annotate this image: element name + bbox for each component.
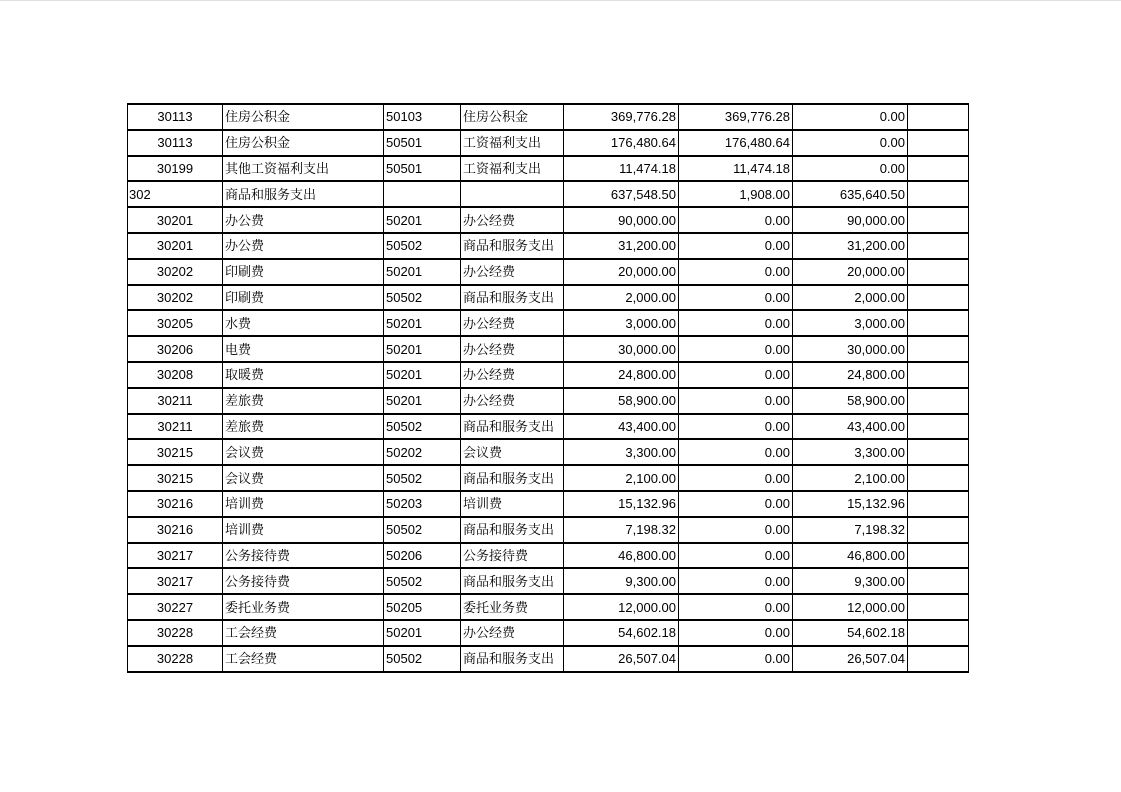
amount-total-cell: 2,000.00 [564, 285, 679, 311]
budget-subject-name-cell: 培训费 [223, 517, 384, 543]
amount-total-cell: 12,000.00 [564, 594, 679, 620]
budget-subject-name-cell: 电费 [223, 336, 384, 362]
budget-subject-code-cell: 302 [128, 181, 223, 207]
account-subject-name-cell: 办公经费 [461, 336, 564, 362]
amount-settled-cell: 0.00 [679, 259, 793, 285]
budget-subject-name-cell: 办公费 [223, 207, 384, 233]
budget-subject-name-cell: 公务接待费 [223, 568, 384, 594]
table-row [128, 517, 969, 543]
amount-settled-cell: 0.00 [679, 491, 793, 517]
amount-remaining-cell: 43,400.00 [793, 414, 908, 440]
account-subject-code-cell: 50502 [384, 285, 461, 311]
amount-total-cell: 31,200.00 [564, 233, 679, 259]
account-subject-name-cell: 商品和服务支出 [461, 233, 564, 259]
amount-settled-cell: 0.00 [679, 310, 793, 336]
budget-subject-name-cell: 水费 [223, 310, 384, 336]
budget-subject-code-cell: 30113 [128, 130, 223, 156]
amount-total-cell: 15,132.96 [564, 491, 679, 517]
budget-subject-name-cell: 印刷费 [223, 285, 384, 311]
account-subject-code-cell: 50103 [384, 104, 461, 130]
blank-cell [908, 233, 969, 259]
account-subject-name-cell: 商品和服务支出 [461, 646, 564, 672]
amount-settled-cell: 0.00 [679, 568, 793, 594]
amount-settled-cell: 369,776.28 [679, 104, 793, 130]
account-subject-code-cell: 50201 [384, 362, 461, 388]
account-subject-code-cell: 50205 [384, 594, 461, 620]
amount-total-cell: 11,474.18 [564, 156, 679, 182]
amount-settled-cell: 176,480.64 [679, 130, 793, 156]
amount-settled-cell: 0.00 [679, 336, 793, 362]
table-row [128, 156, 969, 182]
amount-remaining-cell: 2,100.00 [793, 465, 908, 491]
amount-remaining-cell: 0.00 [793, 130, 908, 156]
budget-subject-code-cell: 30211 [128, 388, 223, 414]
amount-remaining-cell: 31,200.00 [793, 233, 908, 259]
budget-subject-code-cell: 30216 [128, 491, 223, 517]
budget-subject-code-cell: 30199 [128, 156, 223, 182]
account-subject-code-cell: 50203 [384, 491, 461, 517]
blank-cell [908, 104, 969, 130]
account-subject-name-cell: 委托业务费 [461, 594, 564, 620]
amount-settled-cell: 0.00 [679, 646, 793, 672]
blank-cell [908, 491, 969, 517]
blank-cell [908, 259, 969, 285]
table-row [128, 388, 969, 414]
table-row [128, 568, 969, 594]
amount-settled-cell: 0.00 [679, 594, 793, 620]
table-row [128, 310, 969, 336]
blank-cell [908, 568, 969, 594]
amount-remaining-cell: 12,000.00 [793, 594, 908, 620]
amount-total-cell: 30,000.00 [564, 336, 679, 362]
budget-subject-name-cell: 其他工资福利支出 [223, 156, 384, 182]
account-subject-code-cell: 50201 [384, 336, 461, 362]
blank-cell [908, 336, 969, 362]
budget-subject-name-cell: 住房公积金 [223, 130, 384, 156]
blank-cell [908, 285, 969, 311]
blank-cell [908, 465, 969, 491]
amount-remaining-cell: 15,132.96 [793, 491, 908, 517]
amount-total-cell: 24,800.00 [564, 362, 679, 388]
amount-remaining-cell: 24,800.00 [793, 362, 908, 388]
amount-settled-cell: 0.00 [679, 439, 793, 465]
amount-total-cell: 3,000.00 [564, 310, 679, 336]
table-row [128, 414, 969, 440]
amount-total-cell: 54,602.18 [564, 620, 679, 646]
blank-cell [908, 620, 969, 646]
amount-remaining-cell: 26,507.04 [793, 646, 908, 672]
budget-subject-name-cell: 工会经费 [223, 646, 384, 672]
amount-total-cell: 176,480.64 [564, 130, 679, 156]
budget-subject-code-cell: 30217 [128, 568, 223, 594]
account-subject-code-cell: 50201 [384, 207, 461, 233]
amount-remaining-cell: 30,000.00 [793, 336, 908, 362]
amount-settled-cell: 0.00 [679, 620, 793, 646]
table-row [128, 491, 969, 517]
budget-subject-name-cell: 会议费 [223, 439, 384, 465]
table-row [128, 465, 969, 491]
amount-total-cell: 20,000.00 [564, 259, 679, 285]
blank-cell [908, 181, 969, 207]
account-subject-name-cell: 商品和服务支出 [461, 517, 564, 543]
budget-subject-code-cell: 30211 [128, 414, 223, 440]
table-row [128, 646, 969, 672]
amount-settled-cell: 0.00 [679, 414, 793, 440]
amount-settled-cell: 1,908.00 [679, 181, 793, 207]
amount-settled-cell: 0.00 [679, 285, 793, 311]
amount-remaining-cell: 0.00 [793, 156, 908, 182]
account-subject-name-cell: 商品和服务支出 [461, 568, 564, 594]
budget-subject-code-cell: 30206 [128, 336, 223, 362]
account-subject-code-cell: 50502 [384, 517, 461, 543]
page-top-divider [0, 0, 1121, 1]
account-subject-name-cell: 办公经费 [461, 620, 564, 646]
amount-total-cell: 2,100.00 [564, 465, 679, 491]
account-subject-code-cell: 50501 [384, 130, 461, 156]
budget-subject-code-cell: 30202 [128, 259, 223, 285]
table-row [128, 594, 969, 620]
amount-total-cell: 46,800.00 [564, 543, 679, 569]
amount-total-cell: 7,198.32 [564, 517, 679, 543]
amount-settled-cell: 0.00 [679, 207, 793, 233]
amount-total-cell: 369,776.28 [564, 104, 679, 130]
amount-settled-cell: 11,474.18 [679, 156, 793, 182]
amount-remaining-cell: 54,602.18 [793, 620, 908, 646]
amount-remaining-cell: 58,900.00 [793, 388, 908, 414]
table-row [128, 620, 969, 646]
account-subject-name-cell: 办公经费 [461, 207, 564, 233]
account-subject-name-cell [461, 181, 564, 207]
budget-subject-code-cell: 30215 [128, 465, 223, 491]
amount-settled-cell: 0.00 [679, 388, 793, 414]
blank-cell [908, 362, 969, 388]
amount-total-cell: 9,300.00 [564, 568, 679, 594]
table-row [128, 207, 969, 233]
account-subject-name-cell: 商品和服务支出 [461, 285, 564, 311]
account-subject-code-cell: 50201 [384, 310, 461, 336]
amount-total-cell: 637,548.50 [564, 181, 679, 207]
table-row [128, 336, 969, 362]
account-subject-name-cell: 商品和服务支出 [461, 414, 564, 440]
amount-remaining-cell: 2,000.00 [793, 285, 908, 311]
expense-table-body [128, 104, 969, 672]
blank-cell [908, 388, 969, 414]
amount-total-cell: 3,300.00 [564, 439, 679, 465]
blank-cell [908, 130, 969, 156]
amount-remaining-cell: 20,000.00 [793, 259, 908, 285]
expense-mapping-table [127, 103, 969, 673]
amount-remaining-cell: 9,300.00 [793, 568, 908, 594]
budget-subject-code-cell: 30217 [128, 543, 223, 569]
amount-total-cell: 58,900.00 [564, 388, 679, 414]
table-row [128, 285, 969, 311]
table-row [128, 233, 969, 259]
budget-subject-code-cell: 30202 [128, 285, 223, 311]
account-subject-name-cell: 公务接待费 [461, 543, 564, 569]
account-subject-code-cell: 50501 [384, 156, 461, 182]
amount-remaining-cell: 635,640.50 [793, 181, 908, 207]
account-subject-name-cell: 办公经费 [461, 259, 564, 285]
blank-cell [908, 310, 969, 336]
budget-subject-code-cell: 30215 [128, 439, 223, 465]
budget-subject-code-cell: 30227 [128, 594, 223, 620]
account-subject-name-cell: 住房公积金 [461, 104, 564, 130]
budget-subject-name-cell: 差旅费 [223, 388, 384, 414]
budget-subject-code-cell: 30208 [128, 362, 223, 388]
amount-total-cell: 26,507.04 [564, 646, 679, 672]
blank-cell [908, 646, 969, 672]
account-subject-name-cell: 工资福利支出 [461, 156, 564, 182]
budget-subject-code-cell: 30205 [128, 310, 223, 336]
account-subject-code-cell: 50201 [384, 620, 461, 646]
budget-subject-code-cell: 30201 [128, 207, 223, 233]
account-subject-name-cell: 会议费 [461, 439, 564, 465]
account-subject-code-cell: 50206 [384, 543, 461, 569]
amount-remaining-cell: 7,198.32 [793, 517, 908, 543]
account-subject-name-cell: 培训费 [461, 491, 564, 517]
amount-total-cell: 43,400.00 [564, 414, 679, 440]
account-subject-code-cell: 50202 [384, 439, 461, 465]
budget-subject-code-cell: 30228 [128, 646, 223, 672]
blank-cell [908, 517, 969, 543]
amount-remaining-cell: 0.00 [793, 104, 908, 130]
amount-remaining-cell: 3,000.00 [793, 310, 908, 336]
blank-cell [908, 439, 969, 465]
account-subject-name-cell: 工资福利支出 [461, 130, 564, 156]
account-subject-code-cell: 50502 [384, 233, 461, 259]
budget-subject-name-cell: 差旅费 [223, 414, 384, 440]
budget-subject-name-cell: 工会经费 [223, 620, 384, 646]
budget-subject-name-cell: 培训费 [223, 491, 384, 517]
account-subject-name-cell: 办公经费 [461, 362, 564, 388]
budget-subject-name-cell: 委托业务费 [223, 594, 384, 620]
budget-subject-name-cell: 印刷费 [223, 259, 384, 285]
budget-subject-name-cell: 公务接待费 [223, 543, 384, 569]
budget-subject-name-cell: 会议费 [223, 465, 384, 491]
amount-remaining-cell: 90,000.00 [793, 207, 908, 233]
table-row [128, 104, 969, 130]
account-subject-code-cell: 50201 [384, 388, 461, 414]
account-subject-name-cell: 办公经费 [461, 310, 564, 336]
amount-remaining-cell: 3,300.00 [793, 439, 908, 465]
account-subject-name-cell: 办公经费 [461, 388, 564, 414]
amount-settled-cell: 0.00 [679, 543, 793, 569]
amount-settled-cell: 0.00 [679, 233, 793, 259]
table-row [128, 439, 969, 465]
account-subject-code-cell: 50502 [384, 465, 461, 491]
budget-subject-name-cell: 办公费 [223, 233, 384, 259]
account-subject-code-cell: 50502 [384, 646, 461, 672]
table-row [128, 259, 969, 285]
table-row [128, 543, 969, 569]
table-row [128, 362, 969, 388]
amount-settled-cell: 0.00 [679, 362, 793, 388]
table-row [128, 181, 969, 207]
amount-remaining-cell: 46,800.00 [793, 543, 908, 569]
amount-settled-cell: 0.00 [679, 465, 793, 491]
blank-cell [908, 594, 969, 620]
budget-subject-code-cell: 30113 [128, 104, 223, 130]
blank-cell [908, 414, 969, 440]
blank-cell [908, 543, 969, 569]
budget-subject-code-cell: 30201 [128, 233, 223, 259]
blank-cell [908, 156, 969, 182]
blank-cell [908, 207, 969, 233]
budget-subject-code-cell: 30228 [128, 620, 223, 646]
account-subject-code-cell: 50502 [384, 568, 461, 594]
account-subject-name-cell: 商品和服务支出 [461, 465, 564, 491]
amount-total-cell: 90,000.00 [564, 207, 679, 233]
account-subject-code-cell: 50502 [384, 414, 461, 440]
budget-subject-name-cell: 取暖费 [223, 362, 384, 388]
amount-settled-cell: 0.00 [679, 517, 793, 543]
budget-subject-name-cell: 商品和服务支出 [223, 181, 384, 207]
budget-subject-code-cell: 30216 [128, 517, 223, 543]
table-row [128, 130, 969, 156]
budget-subject-name-cell: 住房公积金 [223, 104, 384, 130]
account-subject-code-cell [384, 181, 461, 207]
account-subject-code-cell: 50201 [384, 259, 461, 285]
